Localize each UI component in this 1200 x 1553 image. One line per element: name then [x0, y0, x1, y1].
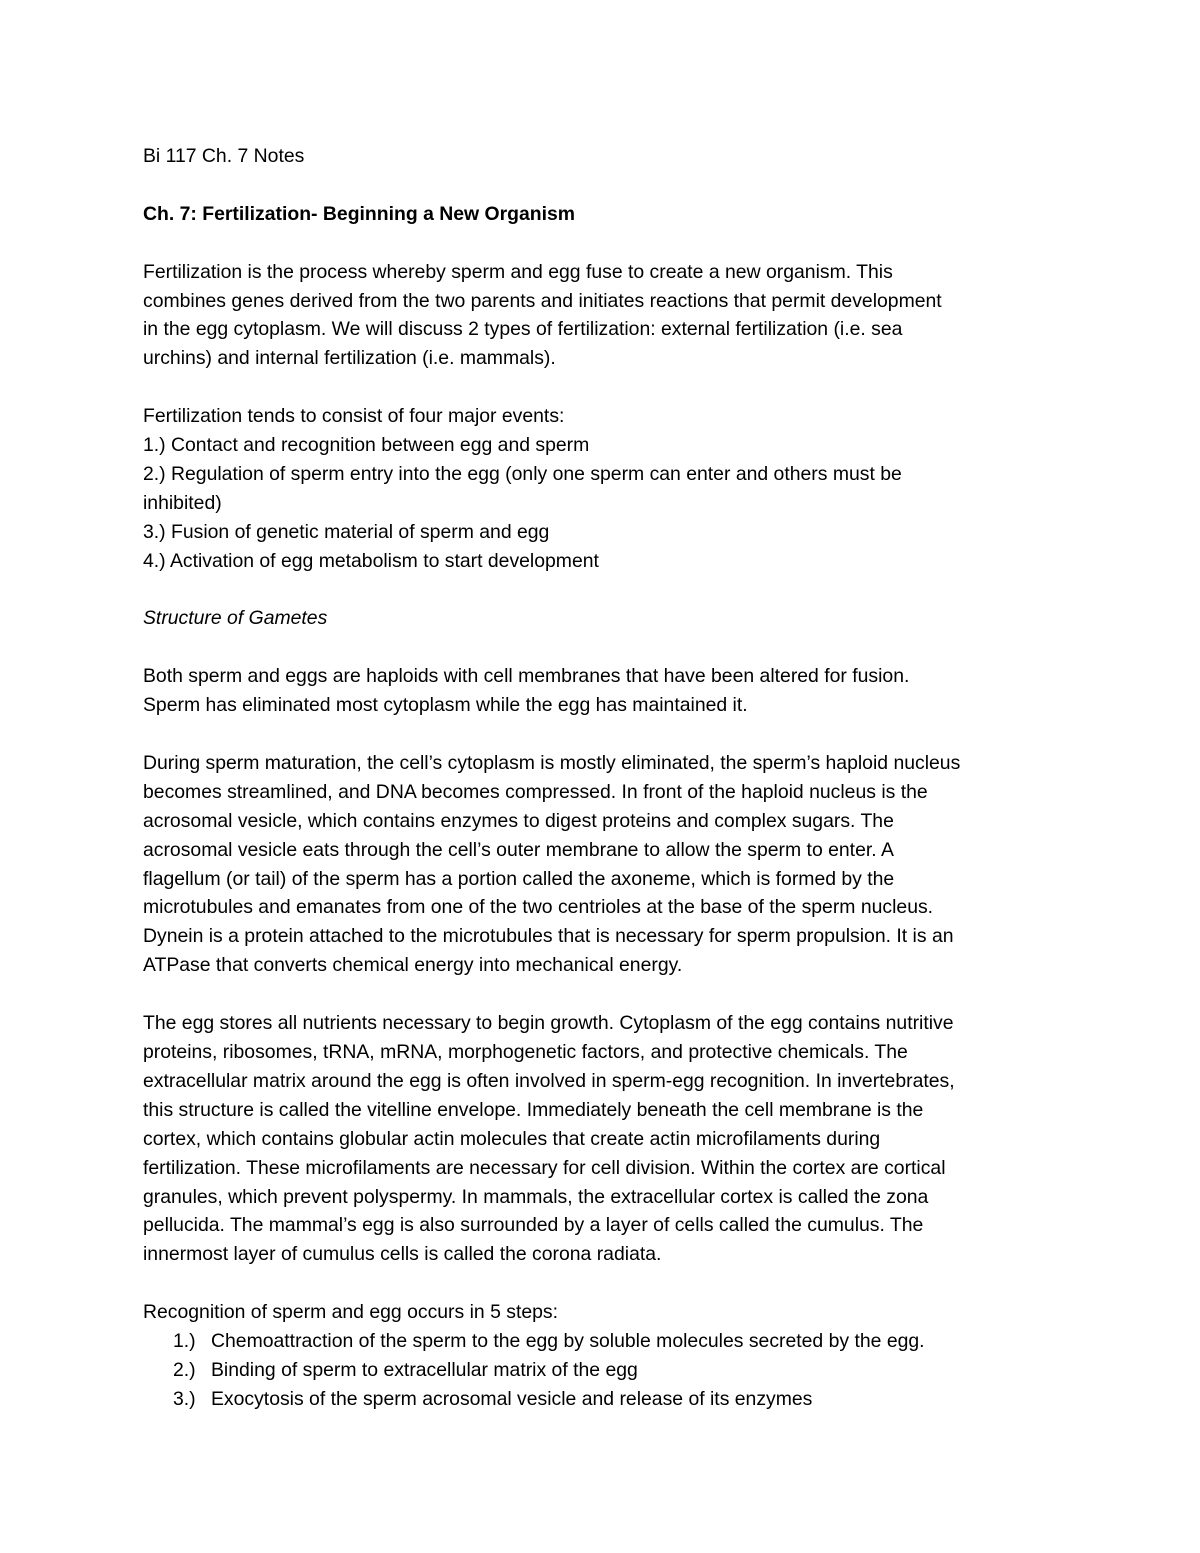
paragraph-line: microtubules and emanates from one of the two centrioles at the base of the sperm nucleus. [143, 896, 934, 919]
spacer [143, 1269, 1073, 1298]
list-item: 2.) Regulation of sperm entry into the egg (only one sperm can enter and others must be [143, 462, 902, 485]
spacer [143, 171, 1073, 200]
gametes-paragraph [143, 662, 1073, 720]
paragraph-line: Both sperm and eggs are haploids with cell membranes that have been altered for fusion. [143, 665, 910, 688]
paragraph-line: Dynein is a protein attached to the microtubules that is necessary for sperm propulsion. It is an [143, 925, 954, 948]
paragraph-line: During sperm maturation, the cell’s cytoplasm is mostly eliminated, the sperm’s haploid nucleus [143, 751, 961, 774]
chapter-heading: Ch. 7: Fertilization- Beginning a New Organism [143, 202, 576, 225]
paragraph-line: in the egg cytoplasm. We will discuss 2 types of fertilization: external fertilization (i.e. sea [143, 318, 903, 341]
paragraph-line: Sperm has eliminated most cytoplasm while the egg has maintained it. [143, 694, 748, 717]
list-text: Binding of sperm to extracellular matrix of the egg [211, 1358, 638, 1381]
events-intro: Fertilization tends to consist of four major events: [143, 405, 565, 428]
paragraph-line: fertilization. These microfilaments are necessary for cell division. Within the cortex are cortical [143, 1156, 946, 1179]
paragraph-line: proteins, ribosomes, tRNA, mRNA, morphogenetic factors, and protective chemicals. The [143, 1040, 908, 1063]
sperm-paragraph [143, 749, 1073, 980]
spacer [143, 720, 1073, 749]
paragraph-line: acrosomal vesicle, which contains enzymes to digest proteins and complex sugars. The [143, 809, 894, 832]
section-heading: Structure of Gametes [143, 607, 328, 630]
list-number: 2.) [173, 1358, 196, 1381]
paragraph-line: pellucida. The mammal’s egg is also surrounded by a layer of cells called the cumulus. The [143, 1214, 924, 1237]
recognition-intro: Recognition of sperm and egg occurs in 5 steps: [143, 1301, 558, 1324]
list-item [143, 1327, 1073, 1356]
spacer [143, 980, 1073, 1009]
spacer [143, 229, 1073, 258]
list-text: Exocytosis of the sperm acrosomal vesicle and release of its enzymes [211, 1387, 813, 1410]
paragraph-line: flagellum (or tail) of the sperm has a portion called the axoneme, which is formed by the [143, 867, 895, 890]
paragraph-line: becomes streamlined, and DNA becomes compressed. In front of the haploid nucleus is the [143, 780, 928, 803]
list-item [143, 1385, 1073, 1414]
list-item: 3.) Fusion of genetic material of sperm and egg [143, 520, 550, 543]
recognition-list [143, 1298, 1073, 1414]
paragraph-line: acrosomal vesicle eats through the cell’s outer membrane to allow the sperm to enter. A [143, 838, 894, 861]
paragraph-line: The egg stores all nutrients necessary to begin growth. Cytoplasm of the egg contains nutritive [143, 1012, 954, 1035]
list-number: 1.) [173, 1330, 196, 1353]
paragraph-line: urchins) and internal fertilization (i.e. mammals). [143, 347, 556, 370]
document-page [143, 142, 1073, 1414]
spacer [143, 633, 1073, 662]
list-number: 3.) [173, 1387, 196, 1410]
intro-paragraph [143, 258, 1073, 374]
list-item: 1.) Contact and recognition between egg and sperm [143, 434, 590, 457]
spacer [143, 576, 1073, 605]
list-item: inhibited) [143, 491, 222, 514]
paragraph-line: this structure is called the vitelline envelope. Immediately beneath the cell membrane is the [143, 1098, 924, 1121]
list-item: 4.) Activation of egg metabolism to start development [143, 549, 599, 572]
list-item [143, 1356, 1073, 1385]
paragraph-line: Fertilization is the process whereby sperm and egg fuse to create a new organism. This [143, 260, 893, 283]
spacer [143, 373, 1073, 402]
list-text: Chemoattraction of the sperm to the egg by soluble molecules secreted by the egg. [211, 1330, 925, 1353]
paragraph-line: granules, which prevent polyspermy. In mammals, the extracellular cortex is called the zona [143, 1185, 929, 1208]
paragraph-line: innermost layer of cumulus cells is called the corona radiata. [143, 1243, 662, 1266]
egg-paragraph [143, 1009, 1073, 1269]
paragraph-line: ATPase that converts chemical energy into mechanical energy. [143, 954, 683, 977]
paragraph-line: combines genes derived from the two parents and initiates reactions that permit development [143, 289, 942, 312]
paragraph-line: extracellular matrix around the egg is often involved in sperm-egg recognition. In invertebrates, [143, 1069, 955, 1092]
paragraph-line: cortex, which contains globular actin molecules that create actin microfilaments during [143, 1127, 881, 1150]
events-list [143, 402, 1073, 575]
document-title: Bi 117 Ch. 7 Notes [143, 145, 305, 167]
